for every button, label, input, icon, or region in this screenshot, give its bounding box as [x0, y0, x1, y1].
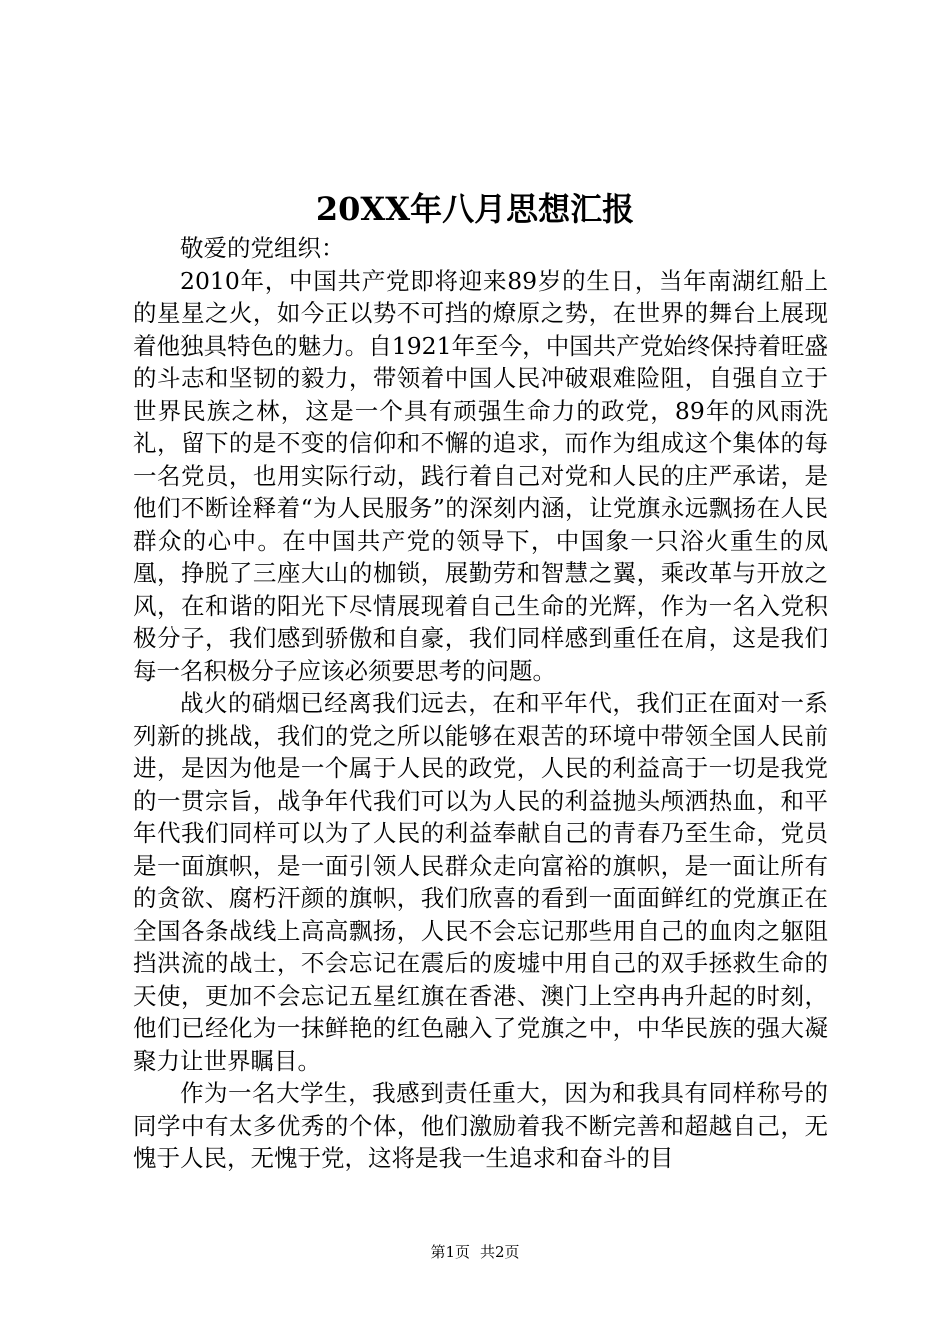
- salutation: 敬爱的党组织：: [180, 234, 345, 262]
- paragraph-1: 2010年，中国共产党即将迎来89岁的生日，当年南湖红船上的星星之火，如今正以势不可挡的燎原之势，在世界的舞台上展现着他独具特色的魅力。自1921年至今，中国共产党始终保持着旺盛的斗志和坚韧的毅力，带领着中国人民冲破艰难险阻，自强自立于世界民族之林，这是一个具有顽强生命力的政党，89年的风雨洗礼，留下的是不变的信仰和不懈的追求，而作为组成这个集体的每一名党员，也用实际行动，践行着自己对党和人民的庄严承诺，是他们不断诠释着“为人民服务”的深刻内涵，让党旗永远飘扬在人民群众的心中。在中国共产党的领导下，中国象一只浴火重生的凤凰，挣脱了三座大山的枷锁，展勤劳和智慧之翼，乘改革与开放之风，在和谐的阳光下尽情展现着自己生命的光辉，作为一名入党积极分子，我们感到骄傲和自豪，我们同样感到重任在肩，这是我们每一名积极分子应该必须要思考的问题。: [133, 266, 828, 685]
- page-footer: [0, 1242, 950, 1262]
- page-number-total: 共2页: [480, 1243, 520, 1261]
- paragraph-3: 作为一名大学生，我感到责任重大，因为和我具有同样称号的同学中有太多优秀的个体，他们激励着我不断完善和超越自己，无愧于人民，无愧于党，这将是我一生追求和奋斗的目: [133, 1079, 828, 1172]
- page-number-current: 第1页: [430, 1243, 470, 1261]
- paragraph-2: 战火的硝烟已经离我们远去，在和平年代，我们正在面对一系列新的挑战，我们的党之所以能够在艰苦的环境中带领全国人民前进，是因为他是一个属于人民的政党，人民的利益高于一切是我党的一贯宗旨，战争年代我们可以为人民的利益抛头颅洒热血，和平年代我们同样可以为了人民的利益奉献自己的青春乃至生命，党员是一面旗帜，是一面引领人民群众走向富裕的旗帜，是一面让所有的贪欲、腐朽汗颜的旗帜，我们欣喜的看到一面面鲜红的党旗正在全国各条战线上高高飘扬，人民不会忘记那些用自己的血肉之躯阻挡洪流的战士，不会忘记在震后的废墟中用自己的双手拯救生命的天使，更加不会忘记五星红旗在香港、澳门上空冉冉升起的时刻，他们已经化为一抹鲜艳的红色融入了党旗之中，中华民族的强大凝聚力让世界瞩目。: [133, 689, 828, 1075]
- document-title: 20XX年八月思想汇报: [315, 190, 635, 228]
- document-body: [133, 232, 828, 1175]
